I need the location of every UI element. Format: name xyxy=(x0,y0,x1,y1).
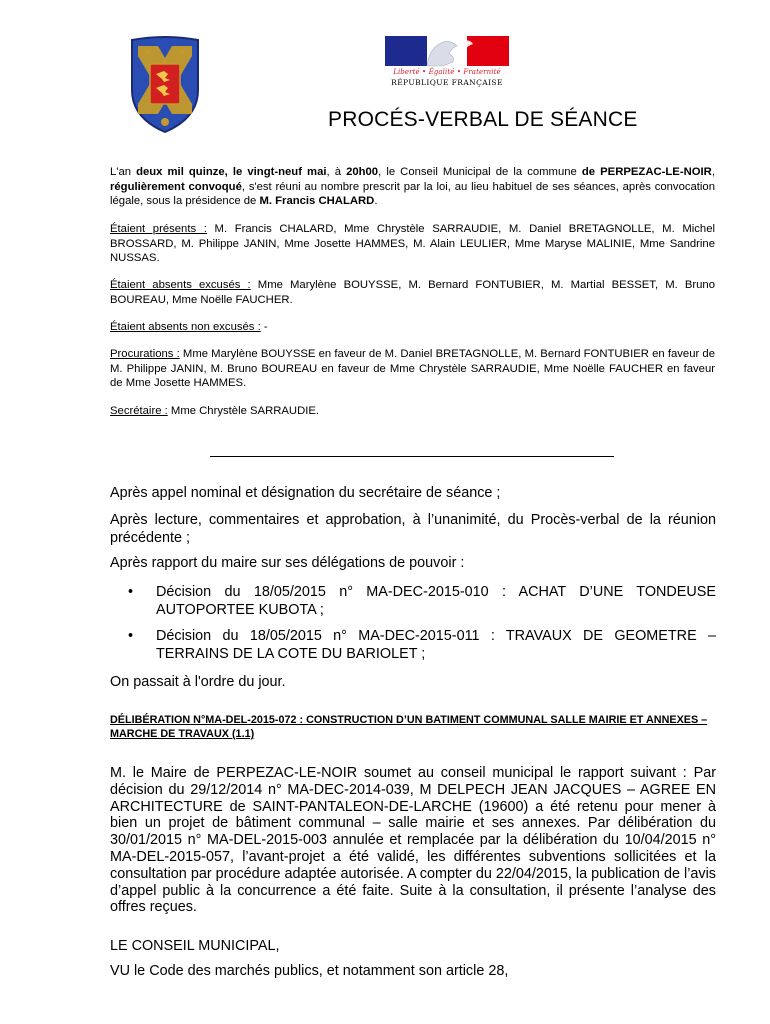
republic-name: RÉPUBLIQUE FRANÇAISE xyxy=(391,78,503,87)
present-list: Étaient présents : M. Francis CHALARD, Mme Chrystèle SARRAUDIE, M. Daniel BRETAGNOLLE, M. Michel BROSSARD, M. Philippe JANIN, Mme Josette HAMMES, M. Alain LEULIER, Mme Maryse MALINIE, Mme Sandrine NUSSAS. xyxy=(110,223,715,265)
proxies-list: Procurations : Mme Marylène BOUYSSE en faveur de M. Daniel BRETAGNOLLE, M. Bernard FONTUBIER en faveur de M. Philippe JANIN, M. Bruno BOUREAU en faveur de Mme Chrystèle SARRAUDIE, Mme Noëlle FAUCHER en faveur de Mme Josette HAMMES. xyxy=(110,348,715,390)
page-title: PROCÉS-VERBAL DE SÉANCE xyxy=(328,108,638,131)
decision-text: Décision du 18/05/2015 n° MA-DEC-2015-011 : TRAVAUX DE GEOMETRE – TERRAINS DE LA COTE DU BARIOLET ; xyxy=(156,628,716,662)
bullet-icon: • xyxy=(128,628,134,644)
council-line: LE CONSEIL MUNICIPAL, xyxy=(110,938,280,954)
proxies-label: Procurations : xyxy=(110,348,180,360)
excused-label: Étaient absents excusés : xyxy=(110,279,251,291)
present-label: Étaient présents : xyxy=(110,223,207,235)
separator-line xyxy=(210,456,614,457)
report-line: Après rapport du maire sur ses délégations de pouvoir : xyxy=(110,555,465,571)
roll-call-line: Après appel nominal et désignation du secrétaire de séance ; xyxy=(110,485,501,501)
secretary-label: Secrétaire : xyxy=(110,405,168,417)
marianne-caption xyxy=(383,68,511,87)
reading-line: Après lecture, commentaires et approbation, à l’unanimité, du Procès-verbal de la réunion précédente ; xyxy=(110,512,716,546)
decision-text: Décision du 18/05/2015 n° MA-DEC-2015-010 : ACHAT D’UNE TONDEUSE AUTOPORTEE KUBOTA ; xyxy=(156,584,716,618)
code-line: VU le Code des marchés publics, et notamment son article 28, xyxy=(110,963,509,979)
secretary-line: Secrétaire : Mme Chrystèle SARRAUDIE. xyxy=(110,405,320,417)
unexcused-list: Étaient absents non excusés : - xyxy=(110,321,268,333)
unexcused-label: Étaient absents non excusés : xyxy=(110,321,261,333)
bullet-icon: • xyxy=(128,584,134,600)
deliberation-heading: DÉLIBÉRATION N°MA-DEL-2015-072 : CONSTRUCTION D’UN BATIMENT COMMUNAL SALLE MAIRIE ET ANNEXES – MARCHE DE TRAVAUX (1.1) xyxy=(110,714,708,740)
deliberation-body: M. le Maire de PERPEZAC-LE-NOIR soumet au conseil municipal le rapport suivant : Par décision du 29/12/2014 n° MA-DEC-2014-039, M DELPECH JEAN JACQUES – AGREE EN ARCHITECTURE de SAINT-PANTALEON-DE-LARCHE (19600) a été retenu pour mener à bien un projet de bâtiment communal – salle mairie et ses annexes. Par délibération du 30/01/2015 n° MA-DEL-2015-003 annulée et remplacée par la délibération du 10/04/2015 n° MA-DEL-2015-057, l’avant-projet a été validé, les différentes subventions sollicitées et la consultation par procédure adaptée autorisée. A compter du 22/04/2015, la publication de l’avis d’appel public à la concurrence a été faite. Suite à la consultation, il présente l’analyse des offres reçues. xyxy=(110,765,716,916)
republic-motto: Liberté • Égalité • Fraternité xyxy=(393,68,501,76)
intro-paragraph: L'an deux mil quinze, le vingt-neuf mai, à 20h00, le Conseil Municipal de la commune de PERPEZAC-LE-NOIR, régulièrement convoqué, s'est réuni au nombre prescrit par la loi, au lieu habituel de ses séances, après convocation légale, sous la présidence de M. Francis CHALARD. xyxy=(110,166,716,208)
coat-of-arms-logo xyxy=(128,34,202,134)
excused-list: Étaient absents excusés : Mme Marylène BOUYSSE, M. Bernard FONTUBIER, M. Martial BESSET, M. Bruno BOUREAU, Mme Noëlle FAUCHER. xyxy=(110,279,716,306)
agenda-line: On passait à l'ordre du jour. xyxy=(110,674,286,690)
